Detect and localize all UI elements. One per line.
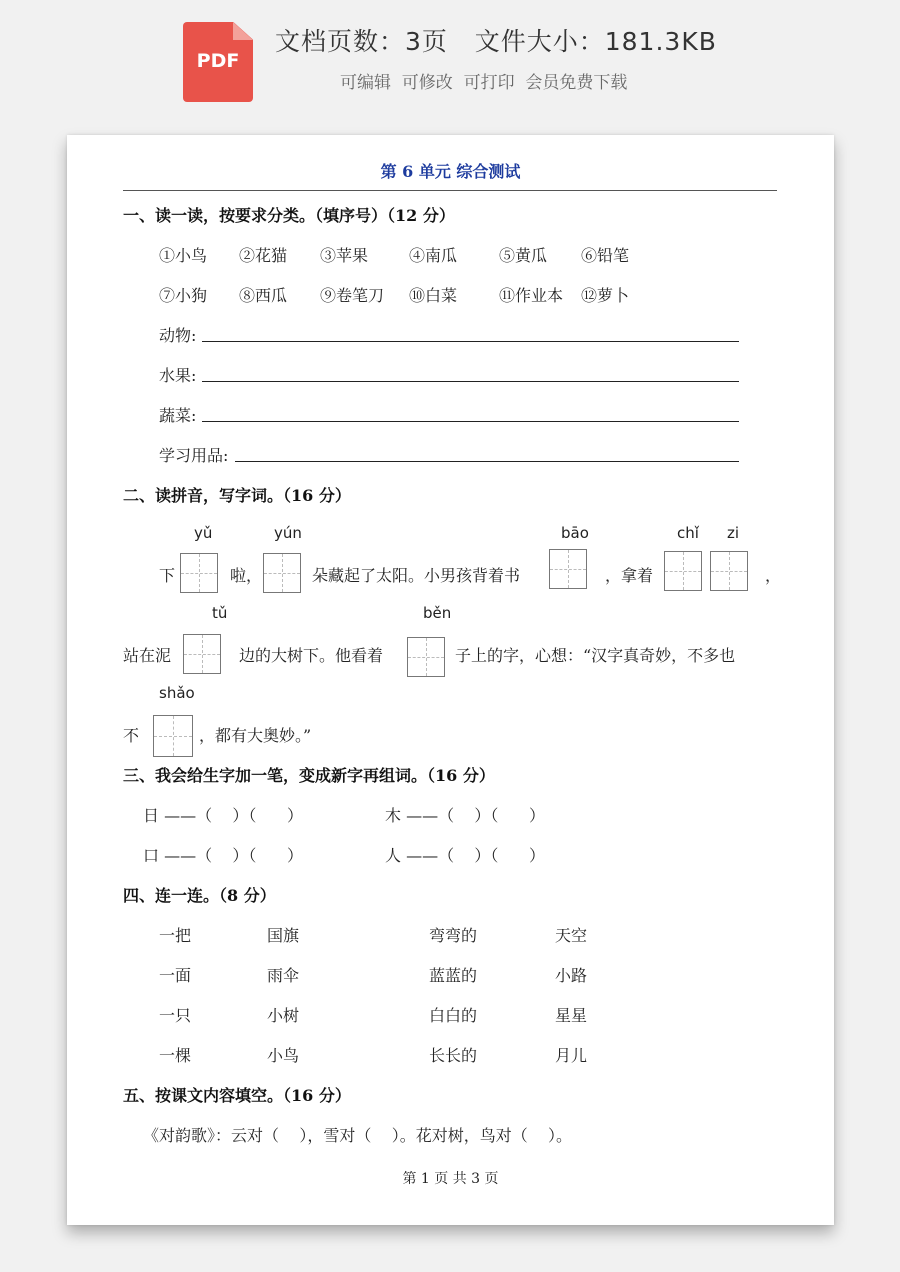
passage-text: ，都有大奥妙。” [199, 726, 312, 745]
pinyin-label: bāo [561, 524, 589, 542]
passage-text: 朵藏起了太阳。小男孩背着书 [312, 566, 521, 585]
exercise-row: 木 ——（ ）（ ） [385, 806, 545, 825]
passage-text: 啦， [230, 566, 263, 585]
match-item: 弯弯的 [429, 926, 478, 945]
passage-text: 边的大树下。他看着 [239, 646, 384, 665]
pinyin-label: tǔ [212, 604, 228, 622]
match-item: 一面 [159, 966, 192, 985]
match-item: 一把 [159, 926, 192, 945]
item: ④南瓜 [409, 246, 458, 265]
match-item: 小鸟 [267, 1046, 300, 1065]
writing-box[interactable] [263, 553, 301, 593]
item: ⑦小狗 [159, 286, 208, 305]
pinyin-label: yún [274, 524, 302, 542]
category-label-animals: 动物: [159, 326, 197, 345]
writing-box[interactable] [664, 551, 702, 591]
item: ⑧西瓜 [239, 286, 288, 305]
section-4-heading: 四、连一连。（8 分） [123, 886, 276, 905]
writing-box[interactable] [549, 549, 587, 589]
match-item: 雨伞 [267, 966, 300, 985]
section-3-heading: 三、我会给生字加一笔，变成新字再组词。（16 分） [123, 766, 495, 785]
passage-text: 不 [123, 726, 140, 745]
match-item: 国旗 [267, 926, 300, 945]
item: ⑨卷笔刀 [320, 286, 385, 305]
passage-text: ， [765, 566, 782, 585]
item: ③苹果 [320, 246, 369, 265]
item: ⑥铅笔 [581, 246, 630, 265]
match-item: 一只 [159, 1006, 192, 1025]
pinyin-label: yǔ [194, 524, 213, 542]
pinyin-label: shǎo [159, 684, 195, 702]
writing-box[interactable] [180, 553, 218, 593]
pdf-badge-label: PDF [196, 50, 240, 72]
passage-text: 下 [159, 566, 176, 585]
document-info-title: 文档页数：3页 文件大小：181.3KB [275, 27, 717, 56]
pinyin-label: běn [423, 604, 452, 622]
answer-line [202, 421, 739, 422]
item: ②花猫 [239, 246, 288, 265]
match-item: 天空 [555, 926, 588, 945]
exercise-row: 人 ——（ ）（ ） [385, 846, 545, 865]
pinyin-label: zi [727, 524, 740, 542]
item: ①小鸟 [159, 246, 208, 265]
section-5-heading: 五、按课文内容填空。（16 分） [123, 1086, 351, 1105]
category-label-stationery: 学习用品: [159, 446, 229, 465]
answer-line [202, 341, 739, 342]
item: ⑫萝卜 [581, 286, 630, 305]
title-divider [123, 190, 777, 191]
exercise-row: 日 ——（ ）（ ） [143, 806, 303, 825]
exercise-row: 口 ——（ ）（ ） [143, 846, 303, 865]
answer-line [202, 381, 739, 382]
writing-box[interactable] [710, 551, 748, 591]
writing-box[interactable] [183, 634, 221, 674]
match-item: 小路 [555, 966, 588, 985]
document-page [67, 135, 834, 1225]
match-item: 小树 [267, 1006, 300, 1025]
page-title: 第 6 单元 综合测试 [380, 162, 521, 181]
page-footer: 第 1 页 共 3 页 [402, 1171, 499, 1187]
fill-in-sentence: 《对韵歌》：云对（ ），雪对（ ）。花对树，鸟对（ ）。 [143, 1126, 573, 1145]
match-item: 蓝蓝的 [429, 966, 478, 985]
answer-line [235, 461, 739, 462]
passage-text: 子上的字，心想：“汉字真奇妙，不多也 [455, 646, 736, 665]
document-info-subtitle: 可编辑 可修改 可打印 会员免费下载 [340, 73, 628, 93]
writing-box[interactable] [407, 637, 445, 677]
match-item: 长长的 [429, 1046, 478, 1065]
section-1-heading: 一、读一读，按要求分类。（填序号）（12 分） [123, 206, 455, 225]
category-label-fruits: 水果: [159, 366, 197, 385]
passage-text: 站在泥 [123, 646, 172, 665]
writing-box[interactable] [153, 715, 193, 757]
match-item: 白白的 [429, 1006, 478, 1025]
category-label-vegetables: 蔬菜: [159, 406, 197, 425]
match-item: 一棵 [159, 1046, 192, 1065]
item: ⑩白菜 [409, 286, 458, 305]
pinyin-label: chǐ [677, 524, 699, 542]
section-2-heading: 二、读拼音，写字词。（16 分） [123, 486, 351, 505]
passage-text: ，拿着 [605, 566, 654, 585]
match-item: 月儿 [555, 1046, 588, 1065]
match-item: 星星 [555, 1006, 588, 1025]
pdf-file-fold [233, 22, 253, 40]
item: ⑪作业本 [499, 286, 564, 305]
item: ⑤黄瓜 [499, 246, 548, 265]
